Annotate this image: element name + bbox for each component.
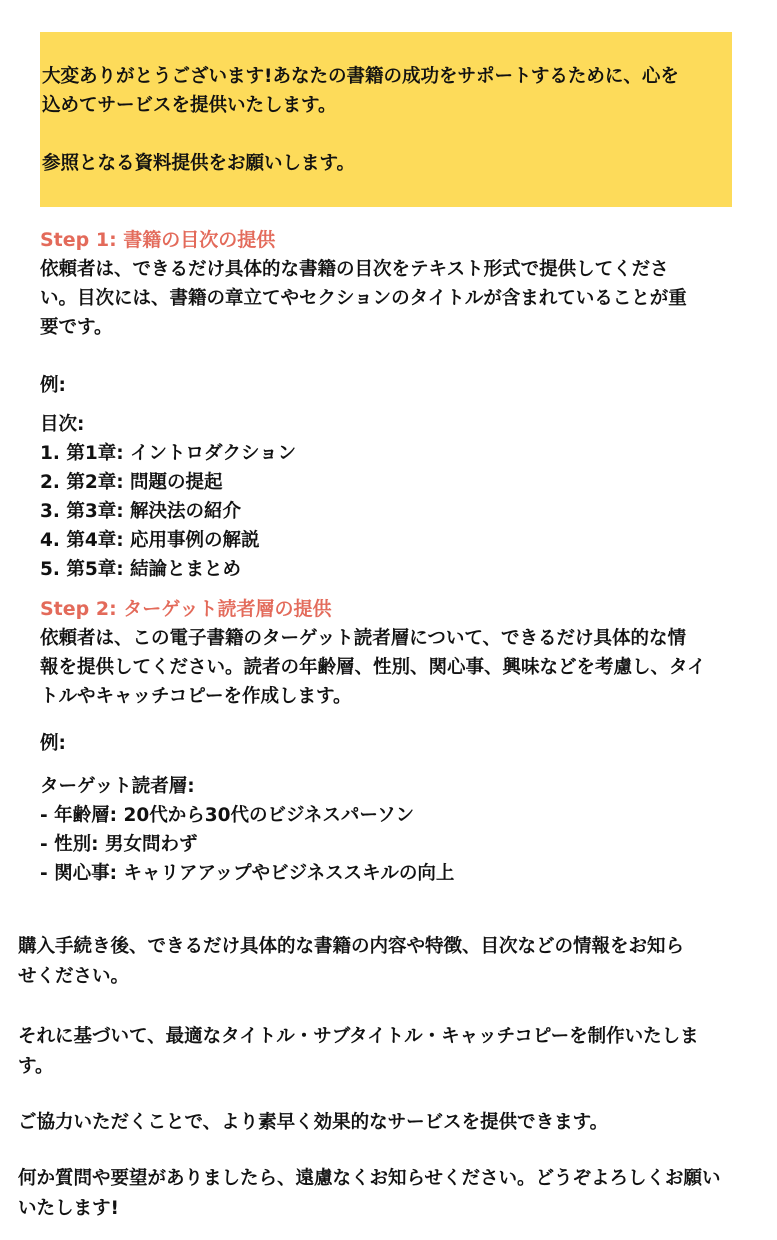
- step2-body-line: トルやキャッチコピーを作成します。: [40, 686, 352, 707]
- footer-paragraph-4: [18, 1164, 768, 1224]
- banner-line-2: 込めてサービスを提供いたします。: [42, 95, 337, 116]
- intro-banner: [40, 32, 732, 207]
- footer-paragraph-2: [18, 1022, 768, 1082]
- step1-section: [40, 226, 740, 584]
- step2-example-label: 例:: [40, 733, 66, 754]
- footer-line: それに基づいて、最適なタイトル・サブタイトル・キャッチコピーを制作いたしま: [18, 1026, 699, 1047]
- list-item: 3. 第3章: 解決法の紹介: [40, 501, 242, 522]
- list-item: 4. 第4章: 応用事例の解説: [40, 530, 260, 551]
- list-item: 5. 第5章: 結論とまとめ: [40, 559, 242, 580]
- step2-title: Step 2: ターゲット読者層の提供: [40, 598, 332, 620]
- step2-body-line: 報を提供してください。読者の年齢層、性別、関心事、興味などを考慮し、タイ: [40, 657, 706, 678]
- step1-example-label: 例:: [40, 375, 66, 396]
- footer-line: 購入手続き後、できるだけ具体的な書籍の内容や特徴、目次などの情報をお知ら: [18, 936, 685, 957]
- footer-line: せください。: [18, 966, 130, 987]
- footer-line: す。: [18, 1056, 54, 1077]
- list-item: - 性別: 男女問わず: [40, 834, 198, 855]
- footer-paragraph-1: [18, 932, 768, 992]
- step2-body-line: 依頼者は、この電子書籍のターゲット読者層について、できるだけ具体的な情: [40, 628, 687, 649]
- list-item: - 関心事: キャリアアップやビジネススキルの向上: [40, 863, 455, 884]
- list-item: 1. 第1章: イントロダクション: [40, 443, 297, 464]
- audience-label: ターゲット読者層:: [40, 776, 195, 797]
- footer-line: ご協力いただくことで、より素早く効果的なサービスを提供できます。: [18, 1112, 609, 1133]
- footer-line: いたします!: [18, 1198, 119, 1219]
- step2-section: [40, 595, 740, 888]
- step1-body-line: い。目次には、書籍の章立てやセクションのタイトルが含まれていることが重: [40, 288, 687, 309]
- toc-label: 目次:: [40, 414, 85, 435]
- footer-line: 何か質問や要望がありましたら、遠慮なくお知らせください。どうぞよろしくお願い: [18, 1168, 721, 1189]
- step1-body-line: 依頼者は、できるだけ具体的な書籍の目次をテキスト形式で提供してくださ: [40, 259, 669, 280]
- footer-paragraph-3: [18, 1108, 768, 1138]
- toc-list: [40, 439, 740, 584]
- banner-line-3: 参照となる資料提供をお願いします。: [42, 153, 356, 174]
- list-item: 2. 第2章: 問題の提起: [40, 472, 223, 493]
- list-item: - 年齢層: 20代から30代のビジネスパーソン: [40, 805, 415, 826]
- audience-list: [40, 801, 740, 888]
- banner-line-1: 大変ありがとうございます!あなたの書籍の成功をサポートするために、心を: [42, 66, 679, 87]
- step1-body-line: 要です。: [40, 317, 113, 338]
- step1-title: Step 1: 書籍の目次の提供: [40, 229, 276, 251]
